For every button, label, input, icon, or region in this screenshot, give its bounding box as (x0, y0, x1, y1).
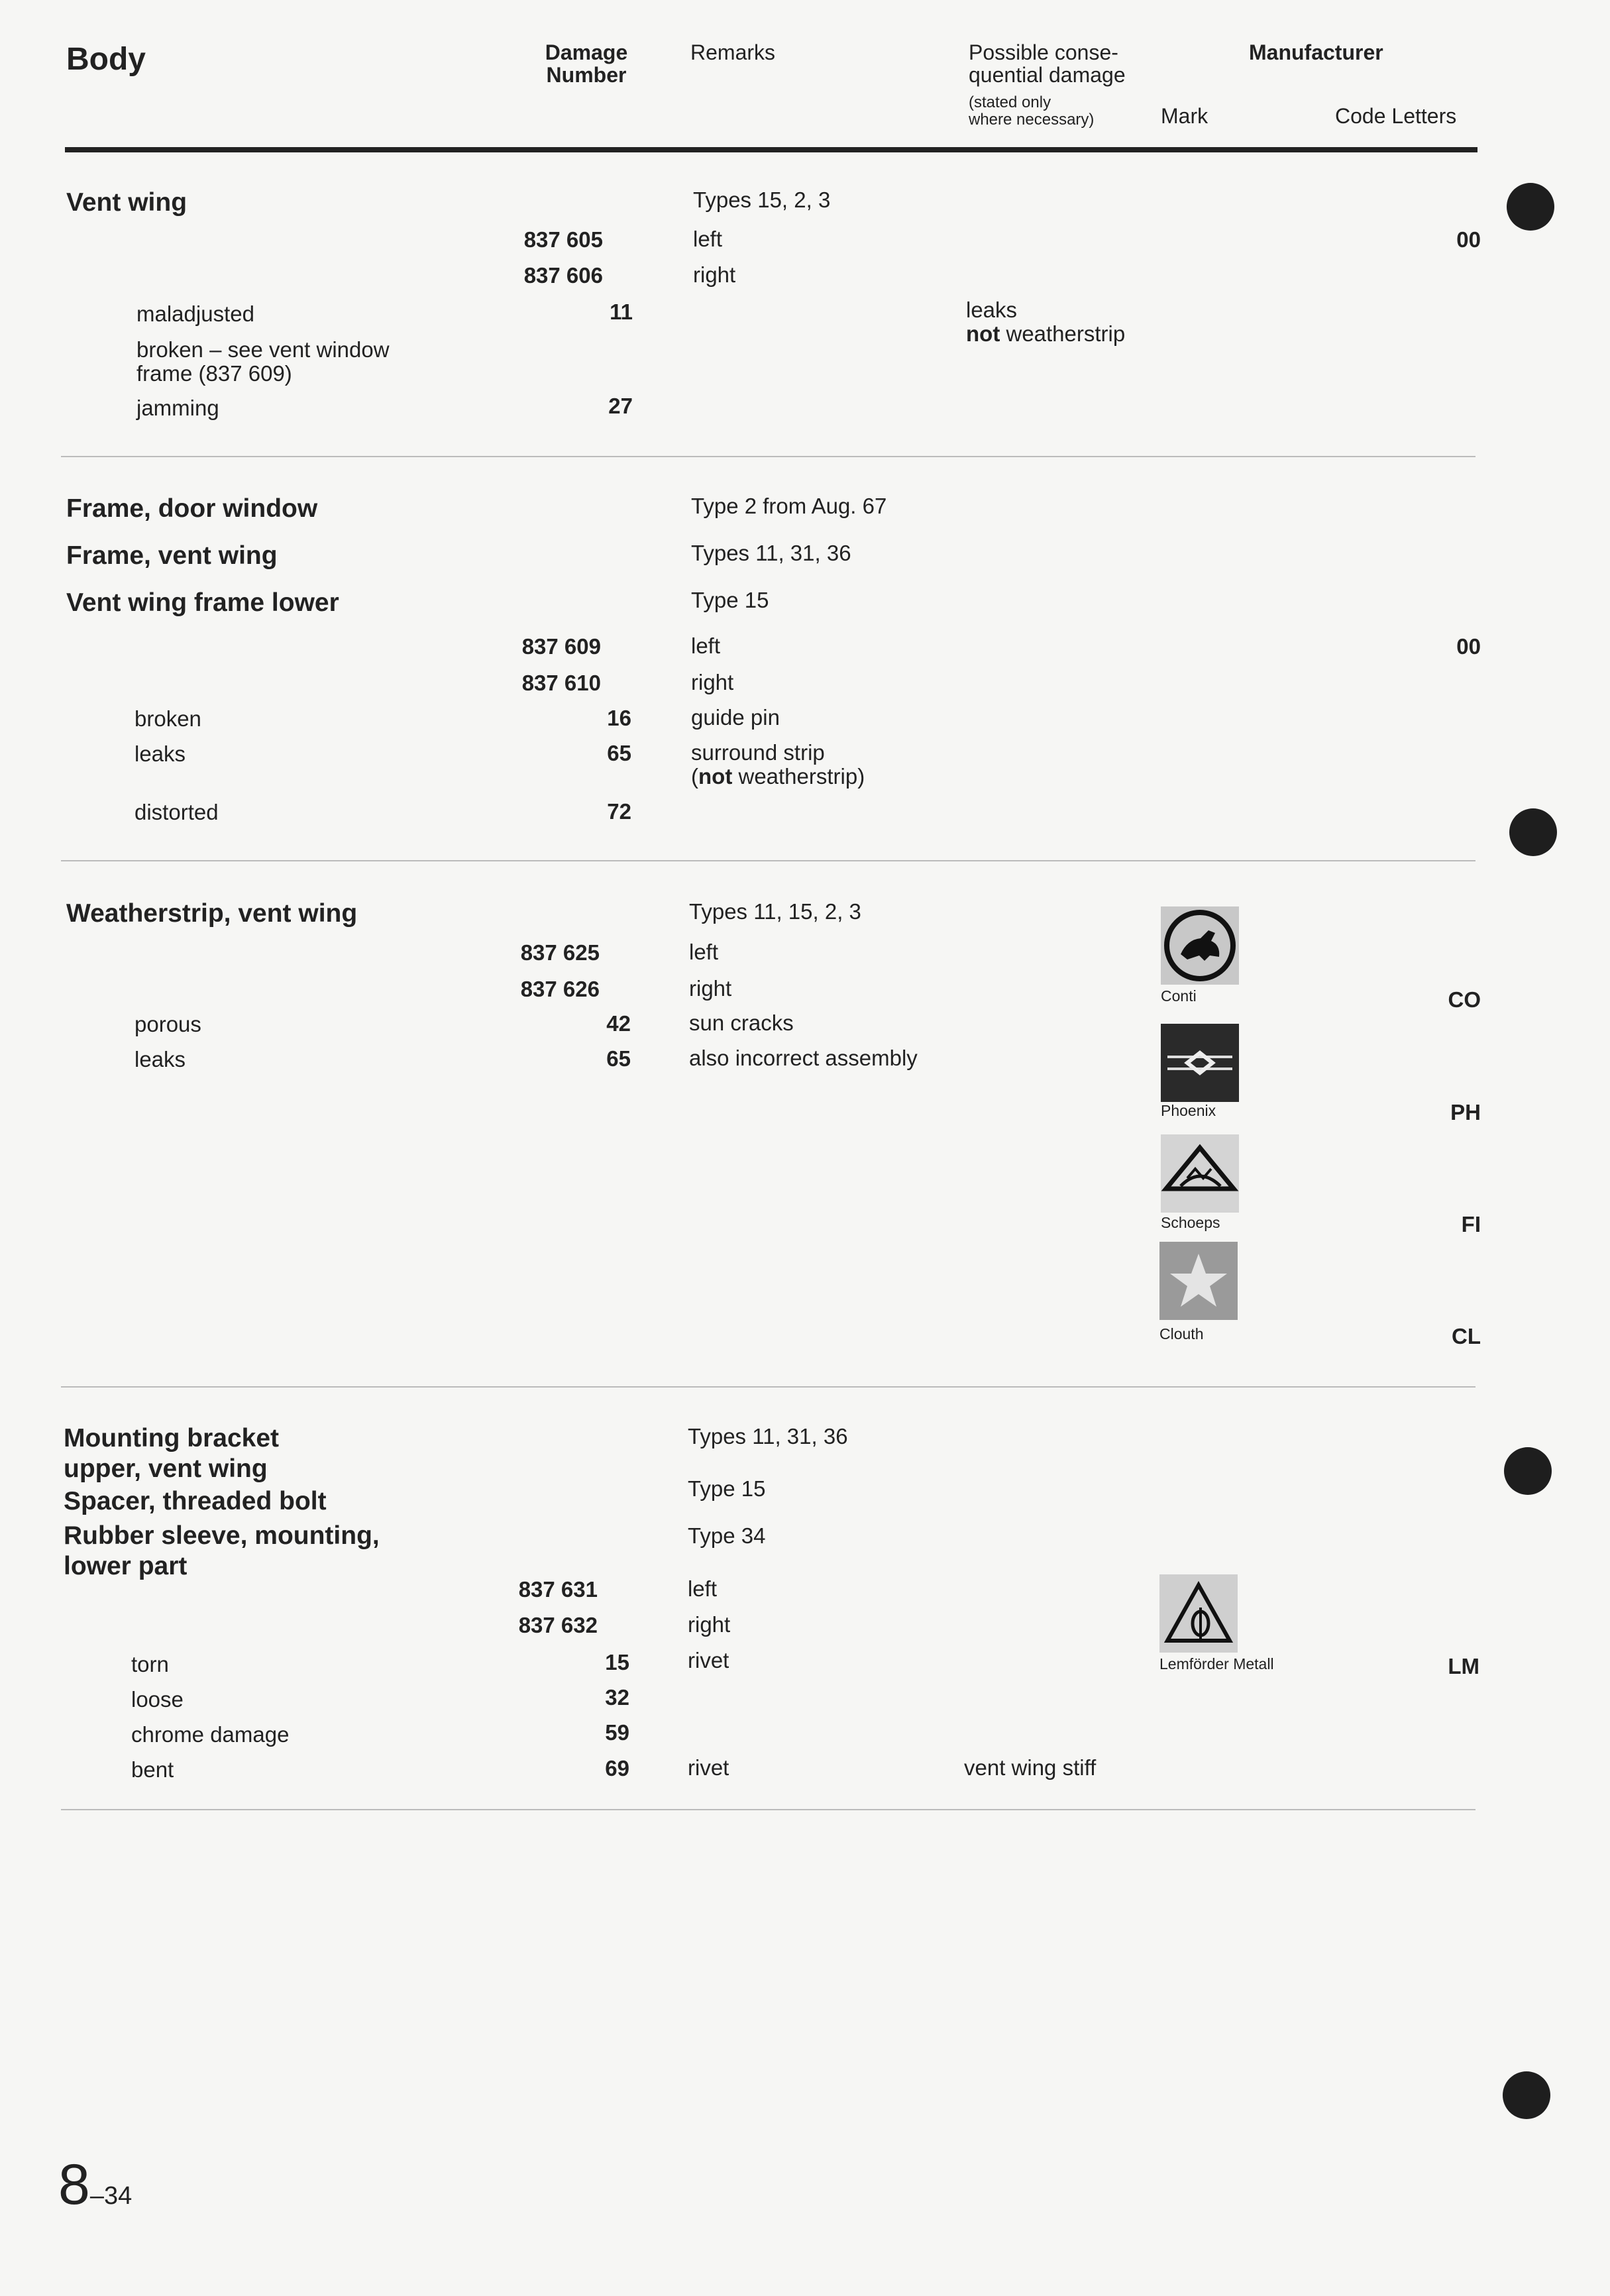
manufacturer-name: Lemförder Metall (1159, 1655, 1274, 1672)
damage-number: 69 (605, 1756, 629, 1780)
punch-hole (1504, 1447, 1552, 1495)
manufacturer-name: Phoenix (1161, 1102, 1216, 1119)
damage-number: 65 (607, 741, 631, 765)
part-number: 837 606 (523, 263, 603, 288)
damage-label: broken – see vent window frame (837 609) (136, 337, 390, 386)
consequential-rest: weatherstrip (1000, 321, 1126, 346)
code-letters: FI (1461, 1212, 1481, 1236)
triangle-logo-icon (1159, 1574, 1238, 1653)
damage-number: 27 (608, 394, 633, 418)
part-number: 837 626 (520, 977, 600, 1001)
damage-number: 65 (606, 1046, 631, 1071)
part-remark: right (688, 1612, 731, 1637)
part-remark: right (689, 976, 732, 1001)
remarks-header: Remarks (690, 40, 776, 64)
manufacturer-name: Clouth (1159, 1325, 1204, 1342)
part-remark: right (691, 670, 734, 694)
consequential-note: (stated only where necessary) (969, 93, 1095, 129)
types-text: Types 11, 15, 2, 3 (689, 899, 861, 924)
damage-number: 72 (607, 799, 631, 824)
part-number: 837 632 (518, 1613, 598, 1637)
damage-remark: rivet (688, 1648, 729, 1672)
damage-label: bent (131, 1757, 174, 1782)
damage-number: 59 (605, 1720, 629, 1745)
damage-label: leaks (134, 1047, 186, 1071)
part-number: 837 609 (521, 634, 601, 659)
section-title: Vent wing frame lower (66, 588, 339, 617)
code-letters: CL (1452, 1324, 1481, 1348)
damage-remark-2 (691, 765, 865, 789)
manufacturer-header: Manufacturer (1249, 40, 1383, 64)
code-letters: 00 (1456, 227, 1481, 252)
damage-label: chrome damage (131, 1722, 290, 1747)
code-letters: LM (1448, 1654, 1479, 1678)
page-minor: –34 (89, 2182, 133, 2210)
consequential-header: Possible conse- quential damage (969, 40, 1126, 87)
damage-label: jamming (136, 396, 219, 420)
part-remark: left (691, 633, 721, 658)
damage-label: distorted (134, 800, 219, 824)
page-title: Body (66, 42, 146, 77)
damage-number: 16 (607, 706, 631, 730)
types-text: Types 11, 31, 36 (691, 541, 851, 565)
section-divider (61, 1386, 1476, 1388)
damage-number-header: Damage Number (545, 40, 628, 87)
types-text: Type 15 (688, 1476, 766, 1501)
part-remark: left (693, 227, 723, 251)
damage-label: maladjusted (136, 301, 254, 326)
part-number: 837 625 (520, 940, 600, 965)
manufacturer-name: Schoeps (1161, 1214, 1220, 1231)
mark-header: Mark (1161, 104, 1208, 128)
part-remark: right (693, 262, 736, 287)
paren-open: ( (691, 764, 698, 789)
damage-label: porous (134, 1012, 201, 1036)
section-title: Vent wing (66, 188, 188, 217)
damage-remark: guide pin (691, 705, 780, 730)
horse-logo-icon (1161, 906, 1239, 985)
page-major: 8 (58, 2153, 90, 2216)
damage-label: broken (134, 706, 201, 731)
part-remark: left (689, 940, 719, 964)
types-text: Type 15 (691, 588, 769, 612)
code-letters: 00 (1456, 634, 1481, 659)
section-title: Rubber sleeve, mounting, lower part (64, 1521, 380, 1580)
types-text: Types 11, 31, 36 (688, 1424, 848, 1449)
schoeps-logo-icon (1161, 1134, 1239, 1213)
damage-remark: rivet (688, 1755, 729, 1780)
section-title: Spacer, threaded bolt (64, 1487, 327, 1515)
damage-remark: sun cracks (689, 1011, 794, 1035)
damage-number: 42 (606, 1011, 631, 1036)
section-title: Frame, vent wing (66, 541, 278, 570)
damage-label: torn (131, 1652, 169, 1676)
punch-hole (1509, 808, 1557, 856)
types-text: Type 34 (688, 1523, 766, 1548)
section-title: Mounting bracket upper, vent wing (64, 1424, 280, 1483)
damage-remark: also incorrect assembly (689, 1046, 918, 1070)
phoenix-logo-icon (1161, 1024, 1239, 1102)
page-number (58, 2152, 132, 2218)
damage-number: 32 (605, 1685, 629, 1710)
part-number: 837 605 (523, 227, 603, 252)
part-number: 837 631 (518, 1577, 598, 1602)
section-divider (61, 1809, 1476, 1810)
code-letters: PH (1450, 1100, 1481, 1124)
damage-label: loose (131, 1687, 184, 1712)
emphasis-not: not (698, 764, 733, 789)
punch-hole (1507, 183, 1554, 231)
star-logo-icon (1159, 1242, 1238, 1320)
consequential-damage: leaks (966, 298, 1018, 322)
damage-number: 11 (610, 300, 633, 324)
consequential-damage: vent wing stiff (964, 1755, 1097, 1780)
emphasis-not: not (966, 321, 1000, 346)
consequential-damage-2 (966, 322, 1125, 346)
damage-number: 15 (605, 1650, 629, 1674)
header-rule (65, 147, 1477, 152)
code-letters: CO (1448, 987, 1481, 1012)
part-number: 837 610 (521, 671, 601, 695)
section-title: Weatherstrip, vent wing (66, 899, 358, 928)
part-remark: left (688, 1576, 718, 1601)
section-divider (61, 860, 1476, 861)
section-divider (61, 456, 1476, 457)
remark-rest: weatherstrip) (732, 764, 865, 789)
manufacturer-name: Conti (1161, 987, 1197, 1005)
section-title: Frame, door window (66, 494, 318, 523)
code-letters-header: Code Letters (1335, 104, 1457, 128)
damage-label: leaks (134, 741, 186, 766)
types-text: Types 15, 2, 3 (693, 188, 831, 212)
types-text: Type 2 from Aug. 67 (691, 494, 887, 518)
punch-hole (1503, 2071, 1550, 2119)
damage-remark: surround strip (691, 740, 825, 765)
